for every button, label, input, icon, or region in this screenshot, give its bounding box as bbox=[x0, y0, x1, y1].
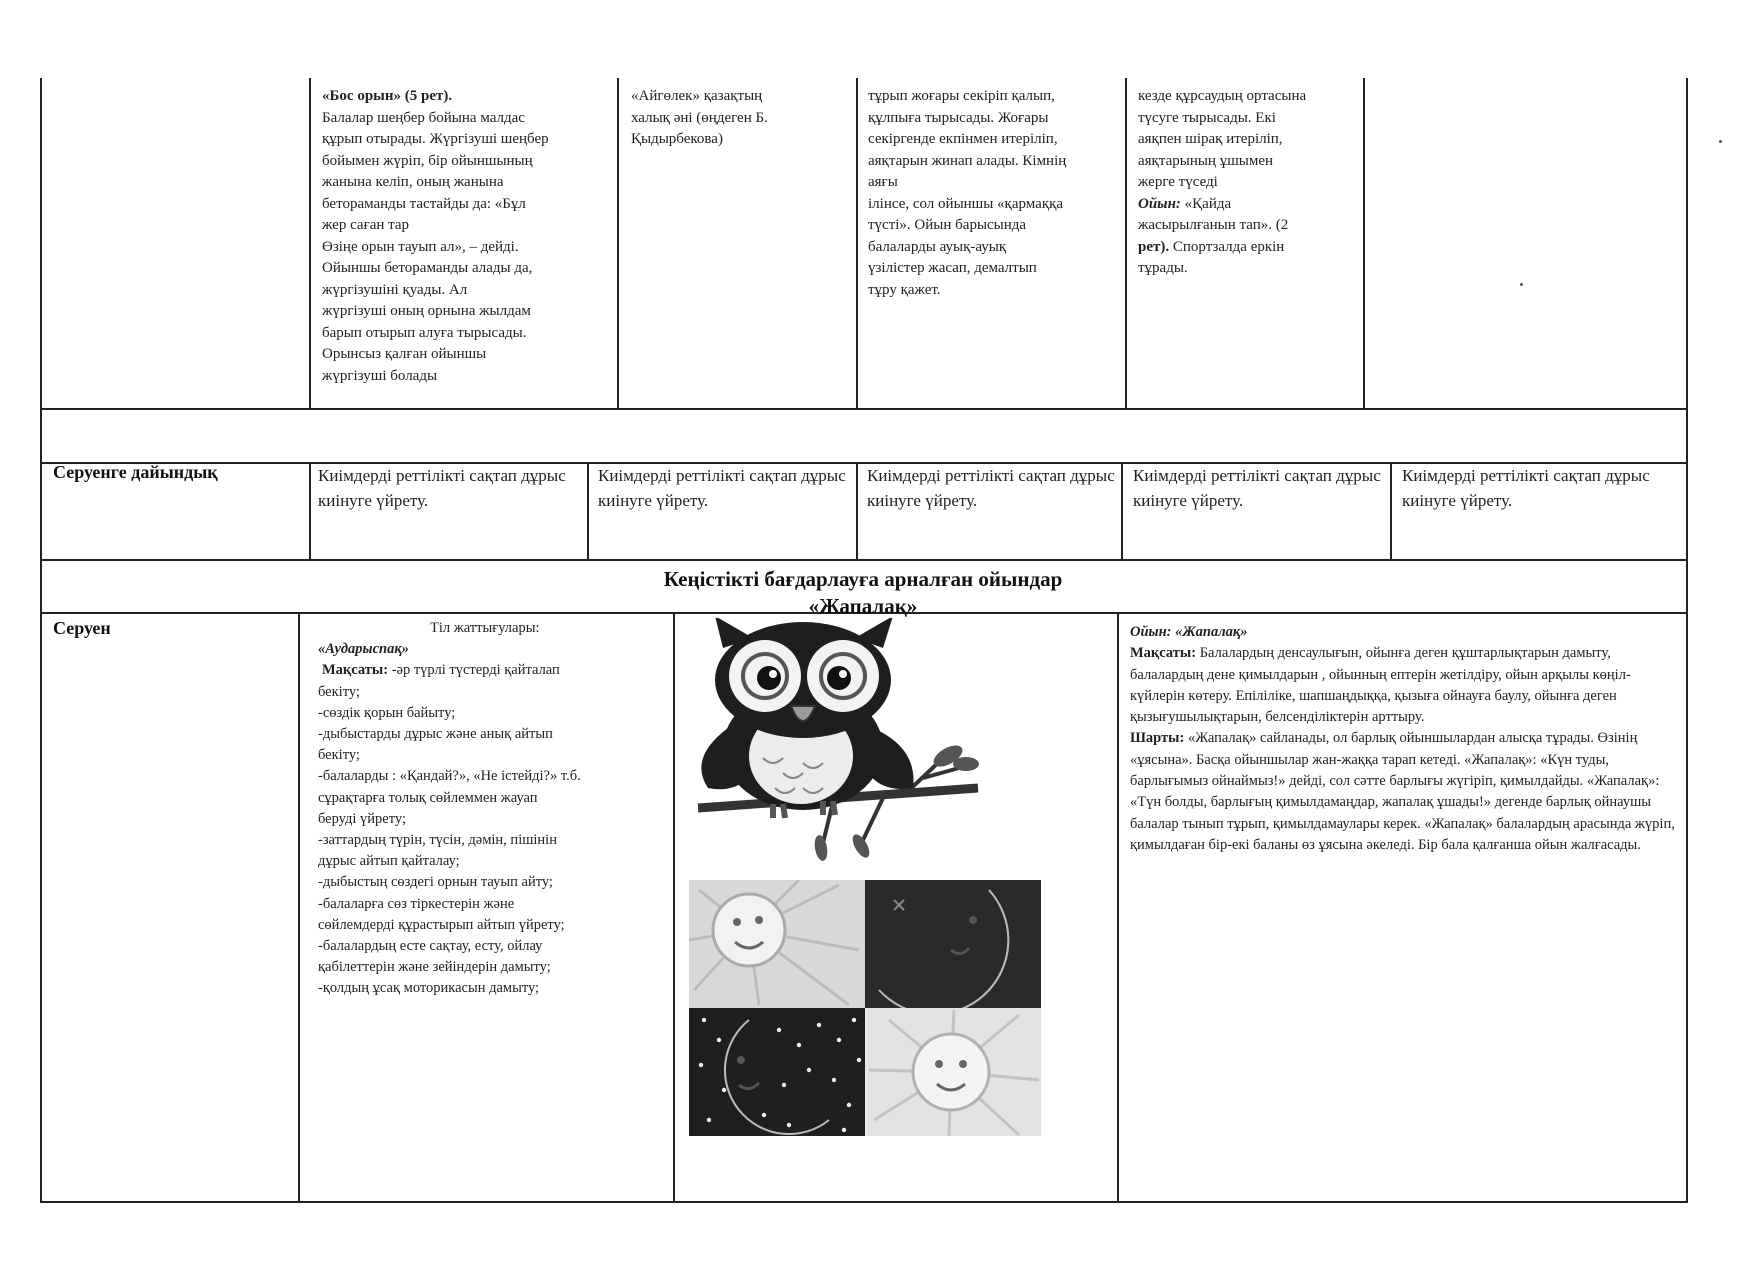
walk-col-divider-1 bbox=[298, 612, 300, 1202]
lang-line: дұрыс айтып қайталау; bbox=[318, 853, 460, 870]
star-dot bbox=[852, 1018, 856, 1022]
text-line: ілінсе, сол ойыншы «қармаққа bbox=[868, 195, 1064, 212]
sun-face-card-bottom-right bbox=[865, 1008, 1041, 1136]
text-line: аяқпен шірақ итеріліп, bbox=[1138, 131, 1283, 147]
section-title bbox=[40, 566, 1686, 620]
lang-line: -заттардың түрін, түсін, дәмін, пішінін bbox=[318, 832, 557, 849]
top-col-divider-1 bbox=[309, 78, 311, 409]
top-col-divider-4 bbox=[1125, 78, 1127, 409]
text-line: құрып отырады. Жүргізуші шеңбер bbox=[322, 131, 549, 147]
top-cell-bos-oryn bbox=[322, 86, 610, 387]
star-dot bbox=[707, 1118, 711, 1122]
star-dot bbox=[777, 1028, 781, 1032]
dress-col-divider-3 bbox=[856, 462, 858, 560]
lang-line: -дыбыстың сөздегі орнын тауып айту; bbox=[318, 874, 553, 891]
text-line: аяғы bbox=[868, 174, 898, 190]
dress-cell-5: Киімдерді реттілікті сақтап дұрыс киінуге үйрету. bbox=[1402, 466, 1650, 510]
text-line: түсуге тырысады. Екі bbox=[1138, 109, 1276, 126]
lang-exercises-cell bbox=[318, 618, 668, 1000]
lang-line: -қолдың ұсақ моторикасын дамыту; bbox=[318, 980, 540, 997]
row-label-walk: Серуен bbox=[53, 618, 111, 638]
text-run: Спортзалда еркін bbox=[1172, 238, 1285, 255]
star-dot bbox=[762, 1113, 766, 1117]
star-dot bbox=[837, 1038, 841, 1042]
sun-face-card-top-left bbox=[689, 880, 865, 1008]
dress-cell-3: Киімдерді реттілікті сақтап дұрыс киінуге үйрету. bbox=[867, 466, 1115, 510]
scan-speck bbox=[1719, 140, 1722, 143]
text-line: барып отырып алуға тырысады. bbox=[322, 324, 527, 341]
game-goal bbox=[1130, 643, 1682, 728]
star-dot bbox=[702, 1018, 706, 1022]
lang-heading: Тіл жаттығулары: bbox=[430, 620, 540, 636]
top-cell-aigolek bbox=[631, 86, 849, 151]
text-line: бойымен жүріп, бір ойыншының bbox=[322, 152, 533, 169]
text-line: жүргізушіні қуады. Ал bbox=[322, 281, 468, 298]
moon-face-card-top-right bbox=[865, 880, 1041, 1014]
game-zhapalak-cell bbox=[1130, 622, 1682, 856]
text-line: үзілістер жасап, демалтып bbox=[868, 260, 1037, 276]
dress-row-bottom-border bbox=[40, 559, 1688, 561]
moon-face-card-bottom-left bbox=[689, 1008, 865, 1136]
walk-col-divider-3 bbox=[1117, 612, 1119, 1202]
text-line: кезде құрсаудың ортасына bbox=[1138, 88, 1307, 104]
game-goal-text: Балалардың денсаулығын, ойынға деген құштарлықтарын дамыту, балалардың дене қимылдарын , ойынның ептерін жетілдіру, ойын арқылы көңіл-күйлерін көтеру. Епіліліке, шапшаңдыққа, қызыға ойнауға баулу, ойынға деген қызығушылықтарын, белсенділіктерін арттыру. bbox=[1130, 645, 1631, 726]
top-col-divider-2 bbox=[617, 78, 619, 409]
text-line: түсті». Ойын барысында bbox=[868, 217, 1027, 233]
text-line: Балалар шеңбер бойына малдас bbox=[322, 109, 525, 126]
top-cell-hoop bbox=[1138, 86, 1358, 280]
star-dot bbox=[857, 1058, 861, 1062]
text-line: балаларды ауық-ауық bbox=[868, 238, 1007, 255]
lang-subtitle: «Аударыспақ» bbox=[318, 641, 409, 658]
lang-line: -дыбыстарды дұрыс және анық айтып bbox=[318, 726, 553, 743]
text-line bbox=[1138, 194, 1358, 216]
sun-moon-cards-image bbox=[689, 880, 1041, 1236]
text-line: жер саған тар bbox=[322, 217, 410, 233]
text-line: бетораманды тастайды да: «Бұл bbox=[322, 195, 526, 212]
text-line: жерге түседі bbox=[1138, 174, 1218, 190]
lang-line: -балаларға сөз тіркестерін және bbox=[318, 895, 515, 912]
walk-col-divider-2 bbox=[673, 612, 675, 1202]
lang-line: сұрақтарға толық сөйлеммен жауап bbox=[318, 789, 538, 806]
text-line: Қыдырбекова) bbox=[631, 131, 723, 147]
text-line: құлпыға тырысады. Жоғары bbox=[868, 109, 1049, 126]
game-rules-text: «Жапалақ» сайланады, ол барлық ойыншылардан алысқа тұрады. Өзінің «ұясына». Басқа ойыншылар жан-жаққа тарап кетеді. «Жапалақ»: «Күн туды, барлығымыз ойнаймыз!» дейді, сол сәтте барлығы жүгіріп, қимылдайды. «Жапалақ»: «Түн болды, барлығың қимылдамаңдар, жапалақ ұшады!» дегенде барлық ойнаушы балалар тынып тұрып, қимылдамаулары керек. «Жапалақ» балалардың арасында жүріп, қимылдаған бір-екі баланы өз ұясына әкеледі. Бір бала қалғанша ойын жалғасады. bbox=[1130, 730, 1675, 853]
star-dot bbox=[787, 1123, 791, 1127]
game-title: Ойын: «Жапалақ» bbox=[1130, 624, 1248, 640]
text-line: Өзіңе орын тауып ал», – дейді. bbox=[322, 238, 519, 255]
lang-line: -балалардың есте сақтау, есту, ойлау bbox=[318, 938, 543, 955]
row-label-dressing: Серуенге дайындық bbox=[53, 462, 218, 482]
text-line: «Бос орын» (5 рет). bbox=[322, 88, 453, 104]
text-line: жүргізуші болады bbox=[322, 367, 438, 384]
top-col-divider-5 bbox=[1363, 78, 1365, 409]
text-line: жасырылғанын тап». (2 bbox=[1138, 217, 1289, 233]
dress-col-divider-1 bbox=[309, 462, 311, 560]
section-title-line2: «Жапалақ» bbox=[808, 594, 918, 618]
text-line: жүргізуші оның орнына жылдам bbox=[322, 303, 531, 319]
text-line: халық әні (өңдеген Б. bbox=[631, 109, 768, 126]
lang-line: бекіту; bbox=[318, 683, 360, 700]
text-line: секіргенде екпінмен итеріліп, bbox=[868, 131, 1058, 147]
lang-goal-label: Мақсаты: bbox=[322, 662, 389, 679]
dress-cell-4: Киімдерді реттілікті сақтап дұрыс киінуге үйрету. bbox=[1133, 466, 1381, 510]
top-row-bottom-border bbox=[40, 408, 1688, 410]
top-cell-jumping bbox=[868, 86, 1118, 301]
lang-line: сөйлемдерді құрастырып айтып үйрету; bbox=[318, 916, 565, 933]
text-run: «Қайда bbox=[1184, 195, 1232, 212]
scan-speck bbox=[1520, 283, 1523, 286]
star-dot bbox=[807, 1068, 811, 1072]
text-line: аяқтарының ұшымен bbox=[1138, 152, 1274, 169]
star-dot bbox=[832, 1078, 836, 1082]
star-dot bbox=[722, 1088, 726, 1092]
section-title-line1: Кеңістікті бағдарлауға арналған ойындар bbox=[663, 567, 1063, 591]
text-run: Ойын: bbox=[1138, 195, 1185, 212]
table-border-left bbox=[40, 78, 42, 1203]
star-dot bbox=[847, 1103, 851, 1107]
lang-lines bbox=[318, 682, 668, 1000]
text-line: тұру қажет. bbox=[868, 281, 941, 298]
dress-cell-1: Киімдерді реттілікті сақтап дұрыс киінуге үйрету. bbox=[318, 466, 566, 510]
star-dot bbox=[699, 1063, 703, 1067]
text-run: рет). bbox=[1138, 238, 1173, 255]
text-line bbox=[1138, 237, 1358, 259]
lang-line: беруді үйрету; bbox=[318, 810, 406, 827]
text-line: тұрады. bbox=[1138, 260, 1188, 276]
text-line: жанына келіп, оның жанына bbox=[322, 174, 504, 190]
dress-col-divider-4 bbox=[1121, 462, 1123, 560]
text-line: Орынсыз қалған ойыншы bbox=[322, 346, 487, 362]
star-dot bbox=[817, 1023, 821, 1027]
owl-on-branch-image bbox=[683, 618, 983, 866]
star-dot bbox=[782, 1083, 786, 1087]
lang-goal-first: -әр түрлі түстерді қайталап bbox=[388, 662, 560, 679]
dress-col-divider-5 bbox=[1390, 462, 1392, 560]
lang-goal-line bbox=[318, 660, 668, 681]
lang-line: -балаларды : «Қандай?», «Не істейді?» т.б. bbox=[318, 768, 581, 785]
star-dot bbox=[797, 1043, 801, 1047]
star-dot bbox=[842, 1128, 846, 1132]
game-rules-label: Шарты: bbox=[1130, 730, 1185, 747]
dress-cell-2: Киімдерді реттілікті сақтап дұрыс киінуге үйрету. bbox=[598, 466, 846, 510]
star-dot bbox=[717, 1038, 721, 1042]
text-line: тұрып жоғары секіріп қалып, bbox=[868, 88, 1055, 104]
text-line: Ойыншы бетораманды алады да, bbox=[322, 260, 533, 276]
lang-line: қабілеттерін және зейіндерін дамыту; bbox=[318, 959, 551, 976]
dress-col-divider-2 bbox=[587, 462, 589, 560]
game-goal-label: Мақсаты: bbox=[1130, 645, 1197, 662]
text-line: «Айгөлек» қазақтың bbox=[631, 88, 763, 104]
table-border-right bbox=[1686, 78, 1688, 1203]
lang-line: бекіту; bbox=[318, 747, 360, 764]
top-col-divider-3 bbox=[856, 78, 858, 409]
text-line: аяқтарын жинап алады. Кімнің bbox=[868, 152, 1067, 169]
game-rules bbox=[1130, 728, 1682, 856]
lang-line: -сөздік қорын байыту; bbox=[318, 704, 456, 721]
